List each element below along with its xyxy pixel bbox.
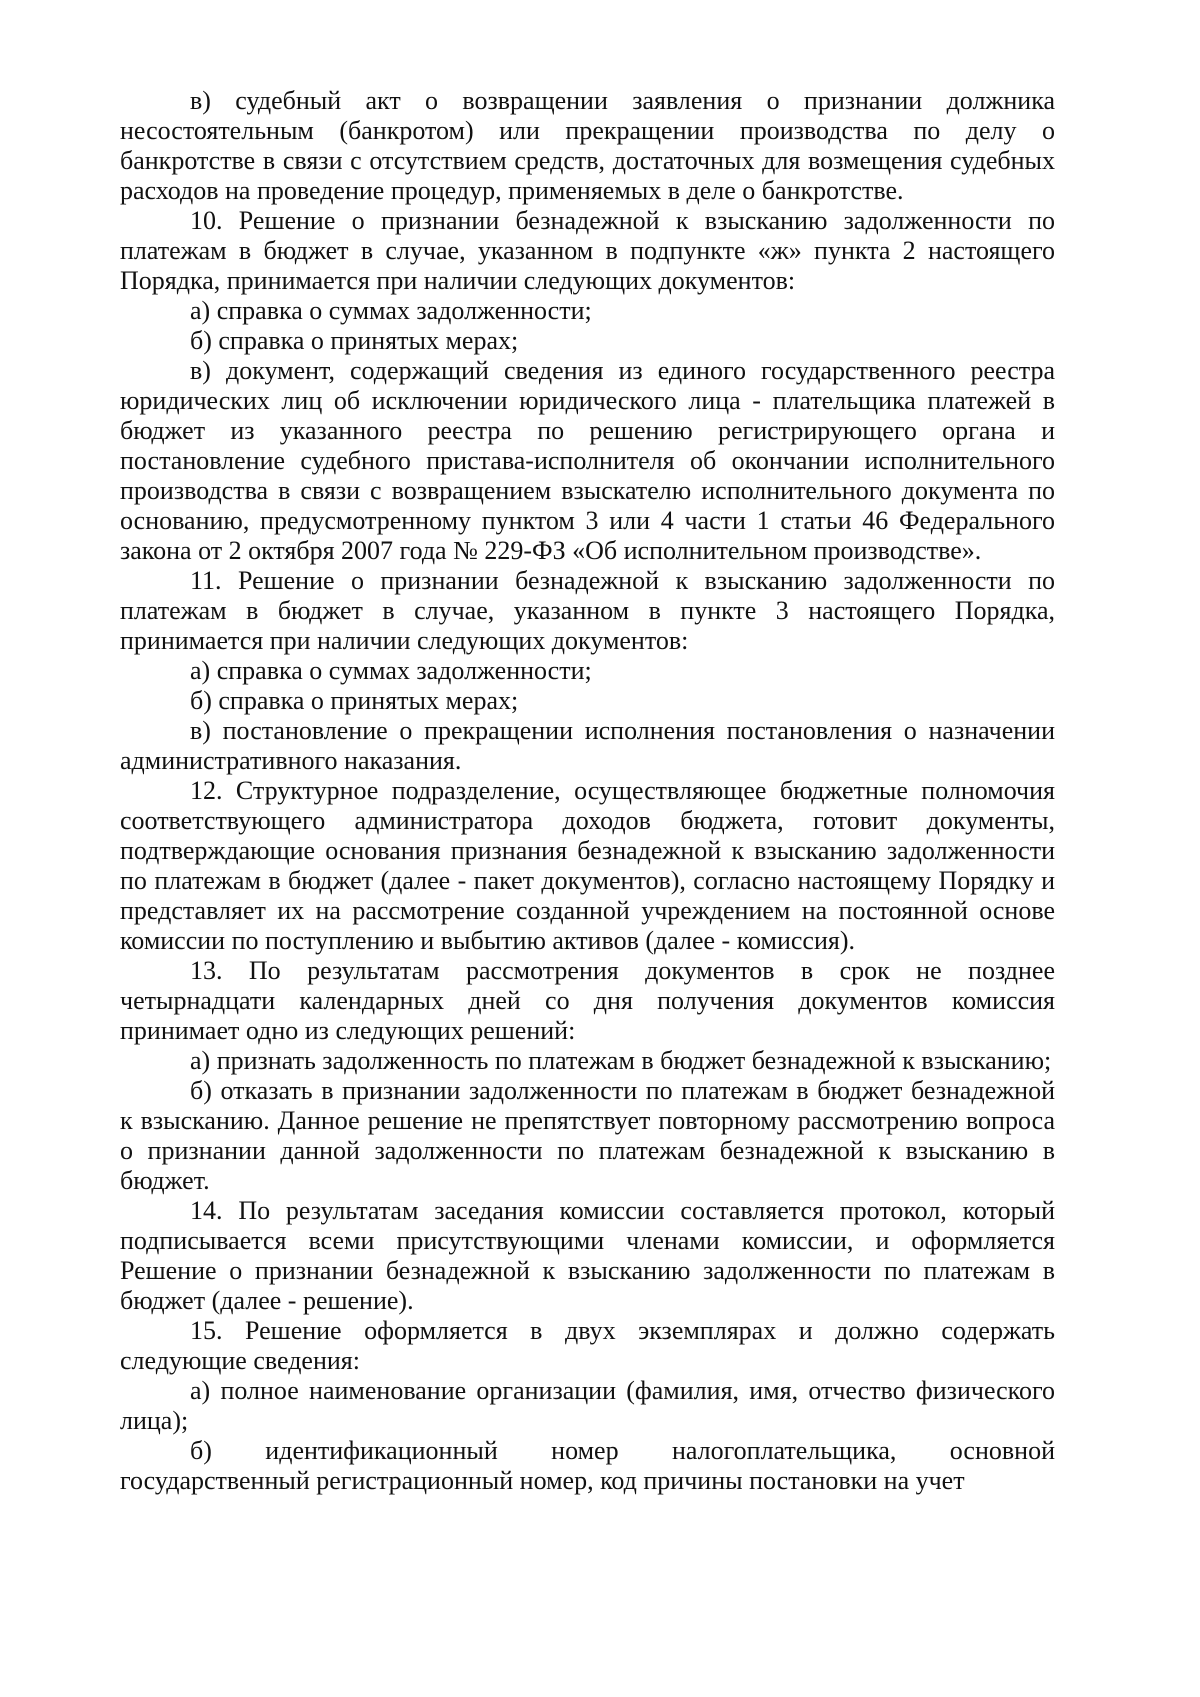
- paragraph-14: 14. По результатам заседания комиссии составляется протокол, который подписывается всеми присутствующими членами комиссии, и оформляется Решение о признании безнадежной к взысканию задолженности по платежам в бюджет (далее - решение).: [120, 1196, 1055, 1315]
- paragraph-13: 13. По результатам рассмотрения документов в срок не позднее четырнадцати календарных дней со дня получения документов комиссия принимает одно из следующих решений:: [120, 956, 1055, 1045]
- paragraph-15-a: а) полное наименование организации (фамилия, имя, отчество физического лица);: [120, 1376, 1055, 1435]
- document-page: [120, 86, 1055, 1496]
- paragraph-11-v: в) постановление о прекращении исполнения постановления о назначении административного наказания.: [120, 716, 1055, 775]
- paragraph-10-v: в) документ, содержащий сведения из единого государственного реестра юридических лиц об исключении юридического лица - плательщика платежей в бюджет из указанного реестра по решению регистрирующего органа и постановление судебного пристава-исполнителя об окончании исполнительного производства в связи с возвращением взыскателю исполнительного документа по основанию, предусмотренному пунктом 3 или 4 части 1 статьи 46 Федерального закона от 2 октября 2007 года № 229-ФЗ «Об исполнительном производстве».: [120, 356, 1055, 565]
- paragraph-11-a: а) справка о суммах задолженности;: [190, 656, 592, 685]
- paragraph-10-a: а) справка о суммах задолженности;: [190, 296, 592, 325]
- paragraph-15-b: б) идентификационный номер налогоплательщика, основной государственный регистрационный номер, код причины постановки на учет: [120, 1436, 1055, 1495]
- paragraph-10-b: б) справка о принятых мерах;: [190, 326, 519, 355]
- paragraph-11-b: б) справка о принятых мерах;: [190, 686, 519, 715]
- paragraph-15: 15. Решение оформляется в двух экземплярах и должно содержать следующие сведения:: [120, 1316, 1055, 1375]
- paragraph-11: 11. Решение о признании безнадежной к взысканию задолженности по платежам в бюджет в случае, указанном в пункте 3 настоящего Порядка, принимается при наличии следующих документов:: [120, 566, 1055, 655]
- paragraph-item-v-court-act: в) судебный акт о возвращении заявления о признании должника несостоятельным (банкротом) или прекращении производства по делу о банкротстве в связи с отсутствием средств, достаточных для возмещения судебных расходов на проведение процедур, применяемых в деле о банкротстве.: [120, 86, 1055, 205]
- paragraph-13-b: б) отказать в признании задолженности по платежам в бюджет безнадежной к взысканию. Данное решение не препятствует повторному рассмотрению вопроса о признании данной задолженности по платежам безнадежной к взысканию в бюджет.: [120, 1076, 1055, 1195]
- paragraph-13-a: а) признать задолженность по платежам в бюджет безнадежной к взысканию;: [190, 1046, 1052, 1075]
- paragraph-10: 10. Решение о признании безнадежной к взысканию задолженности по платежам в бюджет в случае, указанном в подпункте «ж» пункта 2 настоящего Порядка, принимается при наличии следующих документов:: [120, 206, 1055, 295]
- paragraph-12: 12. Структурное подразделение, осуществляющее бюджетные полномочия соответствующего администратора доходов бюджета, готовит документы, подтверждающие основания признания безнадежной к взысканию задолженности по платежам в бюджет (далее - пакет документов), согласно настоящему Порядку и представляет их на рассмотрение созданной учреждением на постоянной основе комиссии по поступлению и выбытию активов (далее - комиссия).: [120, 776, 1055, 955]
